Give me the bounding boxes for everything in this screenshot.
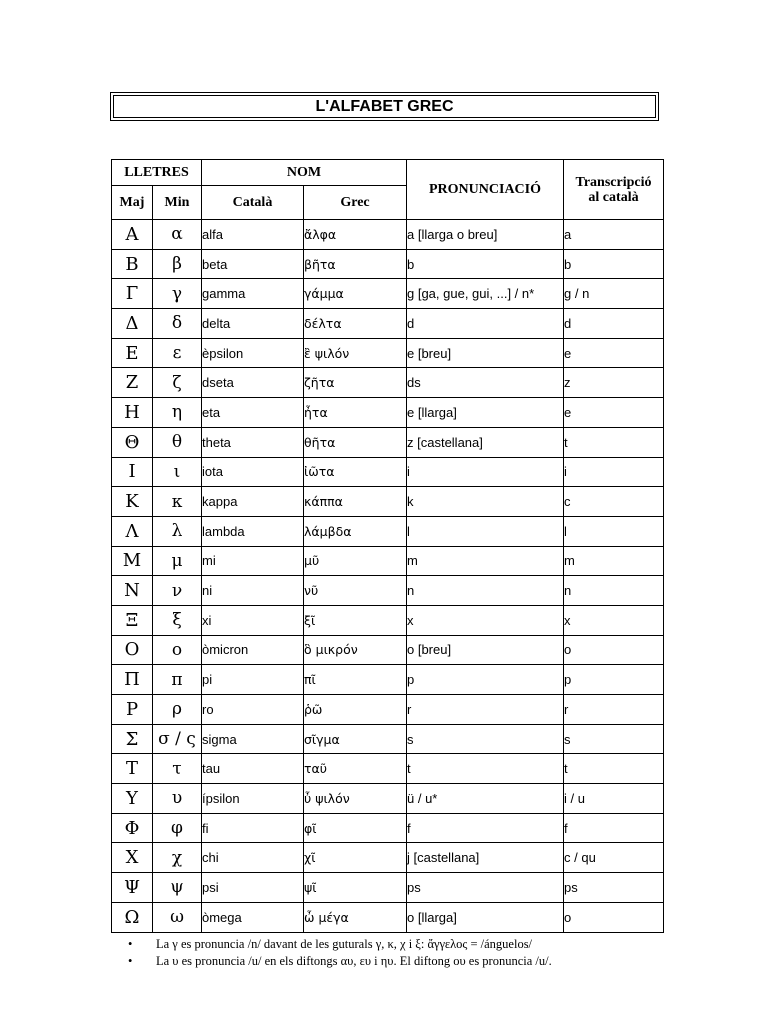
- pronunciation-cell: x: [407, 605, 564, 635]
- uppercase-letter-cell: Ν: [112, 576, 153, 606]
- catalan-name-cell: lambda: [202, 516, 304, 546]
- table-row: [112, 605, 664, 635]
- catalan-name-cell: èpsilon: [202, 338, 304, 368]
- uppercase-letter-cell: Ρ: [112, 695, 153, 725]
- pronunciation-cell: i: [407, 457, 564, 487]
- greek-name-cell: ὖ ψιλόν: [304, 784, 407, 814]
- table-row: [112, 635, 664, 665]
- catalan-name-cell: theta: [202, 427, 304, 457]
- catalan-name-cell: kappa: [202, 487, 304, 517]
- lowercase-letter-cell: σ / ς: [153, 724, 202, 754]
- uppercase-letter-cell: Π: [112, 665, 153, 695]
- lowercase-letter-cell: ζ: [153, 368, 202, 398]
- transcription-cell: r: [564, 695, 664, 725]
- lowercase-letter-cell: λ: [153, 516, 202, 546]
- bullet-icon: •: [128, 954, 133, 968]
- header-transcripcio-line2: al català: [588, 189, 639, 205]
- catalan-name-cell: gamma: [202, 279, 304, 309]
- uppercase-letter-cell: Ι: [112, 457, 153, 487]
- header-transcripcio-line1: Transcripció: [575, 174, 652, 190]
- pronunciation-cell: ds: [407, 368, 564, 398]
- uppercase-letter-cell: Υ: [112, 784, 153, 814]
- uppercase-letter-cell: Γ: [112, 279, 153, 309]
- transcription-cell: e: [564, 338, 664, 368]
- table-row: [112, 338, 664, 368]
- greek-name-cell: γάμμα: [304, 279, 407, 309]
- greek-name-cell: λάμβδα: [304, 516, 407, 546]
- greek-name-cell: πῖ: [304, 665, 407, 695]
- pronunciation-cell: ps: [407, 873, 564, 903]
- pronunciation-cell: d: [407, 309, 564, 339]
- table-row: [112, 902, 664, 932]
- header-nom: NOM: [202, 160, 407, 186]
- lowercase-letter-cell: ξ: [153, 605, 202, 635]
- greek-alphabet-table: [111, 159, 664, 933]
- pronunciation-cell: n: [407, 576, 564, 606]
- uppercase-letter-cell: Μ: [112, 546, 153, 576]
- header-lletres: LLETRES: [112, 160, 202, 186]
- pronunciation-cell: j [castellana]: [407, 843, 564, 873]
- transcription-cell: ps: [564, 873, 664, 903]
- transcription-cell: x: [564, 605, 664, 635]
- lowercase-letter-cell: ι: [153, 457, 202, 487]
- table-row: [112, 813, 664, 843]
- greek-name-cell: ῥῶ: [304, 695, 407, 725]
- transcription-cell: t: [564, 427, 664, 457]
- lowercase-letter-cell: ψ: [153, 873, 202, 903]
- pronunciation-cell: s: [407, 724, 564, 754]
- header-maj: Maj: [112, 186, 153, 220]
- transcription-cell: z: [564, 368, 664, 398]
- transcription-cell: b: [564, 249, 664, 279]
- lowercase-letter-cell: α: [153, 220, 202, 250]
- lowercase-letter-cell: β: [153, 249, 202, 279]
- catalan-name-cell: iota: [202, 457, 304, 487]
- pronunciation-cell: ü / u*: [407, 784, 564, 814]
- greek-name-cell: φῖ: [304, 813, 407, 843]
- header-grec: Grec: [304, 186, 407, 220]
- greek-name-cell: ἰῶτα: [304, 457, 407, 487]
- uppercase-letter-cell: Α: [112, 220, 153, 250]
- greek-name-cell: ὃ μικρόν: [304, 635, 407, 665]
- catalan-name-cell: tau: [202, 754, 304, 784]
- greek-name-cell: δέλτα: [304, 309, 407, 339]
- pronunciation-cell: a [llarga o breu]: [407, 220, 564, 250]
- transcription-cell: f: [564, 813, 664, 843]
- lowercase-letter-cell: υ: [153, 784, 202, 814]
- catalan-name-cell: ni: [202, 576, 304, 606]
- transcription-cell: s: [564, 724, 664, 754]
- header-transcripcio: [564, 160, 664, 220]
- uppercase-letter-cell: Κ: [112, 487, 153, 517]
- table-row: [112, 576, 664, 606]
- table-row: [112, 873, 664, 903]
- table-row: [112, 427, 664, 457]
- transcription-cell: m: [564, 546, 664, 576]
- uppercase-letter-cell: Φ: [112, 813, 153, 843]
- pronunciation-cell: e [breu]: [407, 338, 564, 368]
- catalan-name-cell: eta: [202, 398, 304, 428]
- greek-name-cell: ἒ ψιλόν: [304, 338, 407, 368]
- table-row: [112, 249, 664, 279]
- lowercase-letter-cell: ω: [153, 902, 202, 932]
- bullet-icon: •: [128, 937, 133, 951]
- lowercase-letter-cell: η: [153, 398, 202, 428]
- lowercase-letter-cell: δ: [153, 309, 202, 339]
- catalan-name-cell: pi: [202, 665, 304, 695]
- catalan-name-cell: psi: [202, 873, 304, 903]
- table-row: [112, 220, 664, 250]
- table-row: [112, 309, 664, 339]
- lowercase-letter-cell: χ: [153, 843, 202, 873]
- table-row: [112, 843, 664, 873]
- pronunciation-cell: f: [407, 813, 564, 843]
- header-catala: Català: [202, 186, 304, 220]
- lowercase-letter-cell: ε: [153, 338, 202, 368]
- uppercase-letter-cell: Θ: [112, 427, 153, 457]
- pronunciation-cell: g [ga, gue, gui, ...] / n*: [407, 279, 564, 309]
- catalan-name-cell: ro: [202, 695, 304, 725]
- table-row: [112, 279, 664, 309]
- pronunciation-cell: r: [407, 695, 564, 725]
- pronunciation-cell: b: [407, 249, 564, 279]
- greek-name-cell: ταῦ: [304, 754, 407, 784]
- table-row: [112, 784, 664, 814]
- title-box: [110, 92, 659, 121]
- greek-name-cell: χῖ: [304, 843, 407, 873]
- note-item: [128, 936, 552, 953]
- page-title: L'ALFABET GREC: [113, 95, 656, 118]
- catalan-name-cell: sigma: [202, 724, 304, 754]
- greek-name-cell: ἄλφα: [304, 220, 407, 250]
- lowercase-letter-cell: τ: [153, 754, 202, 784]
- catalan-name-cell: beta: [202, 249, 304, 279]
- notes-list: [128, 936, 552, 970]
- uppercase-letter-cell: Χ: [112, 843, 153, 873]
- transcription-cell: t: [564, 754, 664, 784]
- greek-name-cell: ξῖ: [304, 605, 407, 635]
- greek-name-cell: θῆτα: [304, 427, 407, 457]
- lowercase-letter-cell: μ: [153, 546, 202, 576]
- header-row-1: [112, 160, 664, 186]
- lowercase-letter-cell: θ: [153, 427, 202, 457]
- transcription-cell: o: [564, 902, 664, 932]
- table-row: [112, 724, 664, 754]
- catalan-name-cell: chi: [202, 843, 304, 873]
- catalan-name-cell: fi: [202, 813, 304, 843]
- uppercase-letter-cell: Ψ: [112, 873, 153, 903]
- transcription-cell: o: [564, 635, 664, 665]
- greek-name-cell: ὦ μέγα: [304, 902, 407, 932]
- note-text: La γ es pronuncia /n/ davant de les guturals γ, κ, χ i ξ: ἄγγελος = /ánguelos/: [156, 937, 533, 951]
- lowercase-letter-cell: κ: [153, 487, 202, 517]
- uppercase-letter-cell: Σ: [112, 724, 153, 754]
- transcription-cell: c: [564, 487, 664, 517]
- pronunciation-cell: o [llarga]: [407, 902, 564, 932]
- header-pronunciacio: PRONUNCIACIÓ: [407, 160, 564, 220]
- uppercase-letter-cell: Ξ: [112, 605, 153, 635]
- lowercase-letter-cell: ν: [153, 576, 202, 606]
- greek-name-cell: βῆτα: [304, 249, 407, 279]
- uppercase-letter-cell: Δ: [112, 309, 153, 339]
- uppercase-letter-cell: Ω: [112, 902, 153, 932]
- note-item: [128, 953, 552, 970]
- lowercase-letter-cell: φ: [153, 813, 202, 843]
- greek-name-cell: ἦτα: [304, 398, 407, 428]
- catalan-name-cell: mi: [202, 546, 304, 576]
- greek-name-cell: σῖγμα: [304, 724, 407, 754]
- table-row: [112, 754, 664, 784]
- table-row: [112, 368, 664, 398]
- uppercase-letter-cell: Η: [112, 398, 153, 428]
- transcription-cell: a: [564, 220, 664, 250]
- transcription-cell: n: [564, 576, 664, 606]
- uppercase-letter-cell: Β: [112, 249, 153, 279]
- transcription-cell: g / n: [564, 279, 664, 309]
- transcription-cell: d: [564, 309, 664, 339]
- lowercase-letter-cell: ο: [153, 635, 202, 665]
- pronunciation-cell: p: [407, 665, 564, 695]
- uppercase-letter-cell: Τ: [112, 754, 153, 784]
- pronunciation-cell: z [castellana]: [407, 427, 564, 457]
- greek-name-cell: ζῆτα: [304, 368, 407, 398]
- table-row: [112, 695, 664, 725]
- uppercase-letter-cell: Ο: [112, 635, 153, 665]
- table-row: [112, 398, 664, 428]
- uppercase-letter-cell: Ε: [112, 338, 153, 368]
- pronunciation-cell: o [breu]: [407, 635, 564, 665]
- greek-name-cell: νῦ: [304, 576, 407, 606]
- lowercase-letter-cell: γ: [153, 279, 202, 309]
- lowercase-letter-cell: ρ: [153, 695, 202, 725]
- lowercase-letter-cell: π: [153, 665, 202, 695]
- catalan-name-cell: xi: [202, 605, 304, 635]
- catalan-name-cell: alfa: [202, 220, 304, 250]
- catalan-name-cell: òmega: [202, 902, 304, 932]
- uppercase-letter-cell: Ζ: [112, 368, 153, 398]
- table-row: [112, 665, 664, 695]
- uppercase-letter-cell: Λ: [112, 516, 153, 546]
- table-row: [112, 487, 664, 517]
- table-row: [112, 546, 664, 576]
- transcription-cell: i / u: [564, 784, 664, 814]
- transcription-cell: c / qu: [564, 843, 664, 873]
- pronunciation-cell: t: [407, 754, 564, 784]
- greek-name-cell: κάππα: [304, 487, 407, 517]
- transcription-cell: p: [564, 665, 664, 695]
- transcription-cell: i: [564, 457, 664, 487]
- pronunciation-cell: m: [407, 546, 564, 576]
- pronunciation-cell: e [llarga]: [407, 398, 564, 428]
- pronunciation-cell: k: [407, 487, 564, 517]
- pronunciation-cell: l: [407, 516, 564, 546]
- transcription-cell: e: [564, 398, 664, 428]
- greek-name-cell: μῦ: [304, 546, 407, 576]
- catalan-name-cell: ípsilon: [202, 784, 304, 814]
- catalan-name-cell: delta: [202, 309, 304, 339]
- table-row: [112, 516, 664, 546]
- catalan-name-cell: dseta: [202, 368, 304, 398]
- catalan-name-cell: òmicron: [202, 635, 304, 665]
- header-min: Min: [153, 186, 202, 220]
- note-text: La υ es pronuncia /u/ en els diftongs αυ, ευ i ηυ. El diftong ου es pronuncia /u/.: [156, 954, 552, 968]
- transcription-cell: l: [564, 516, 664, 546]
- greek-name-cell: ψῖ: [304, 873, 407, 903]
- table-row: [112, 457, 664, 487]
